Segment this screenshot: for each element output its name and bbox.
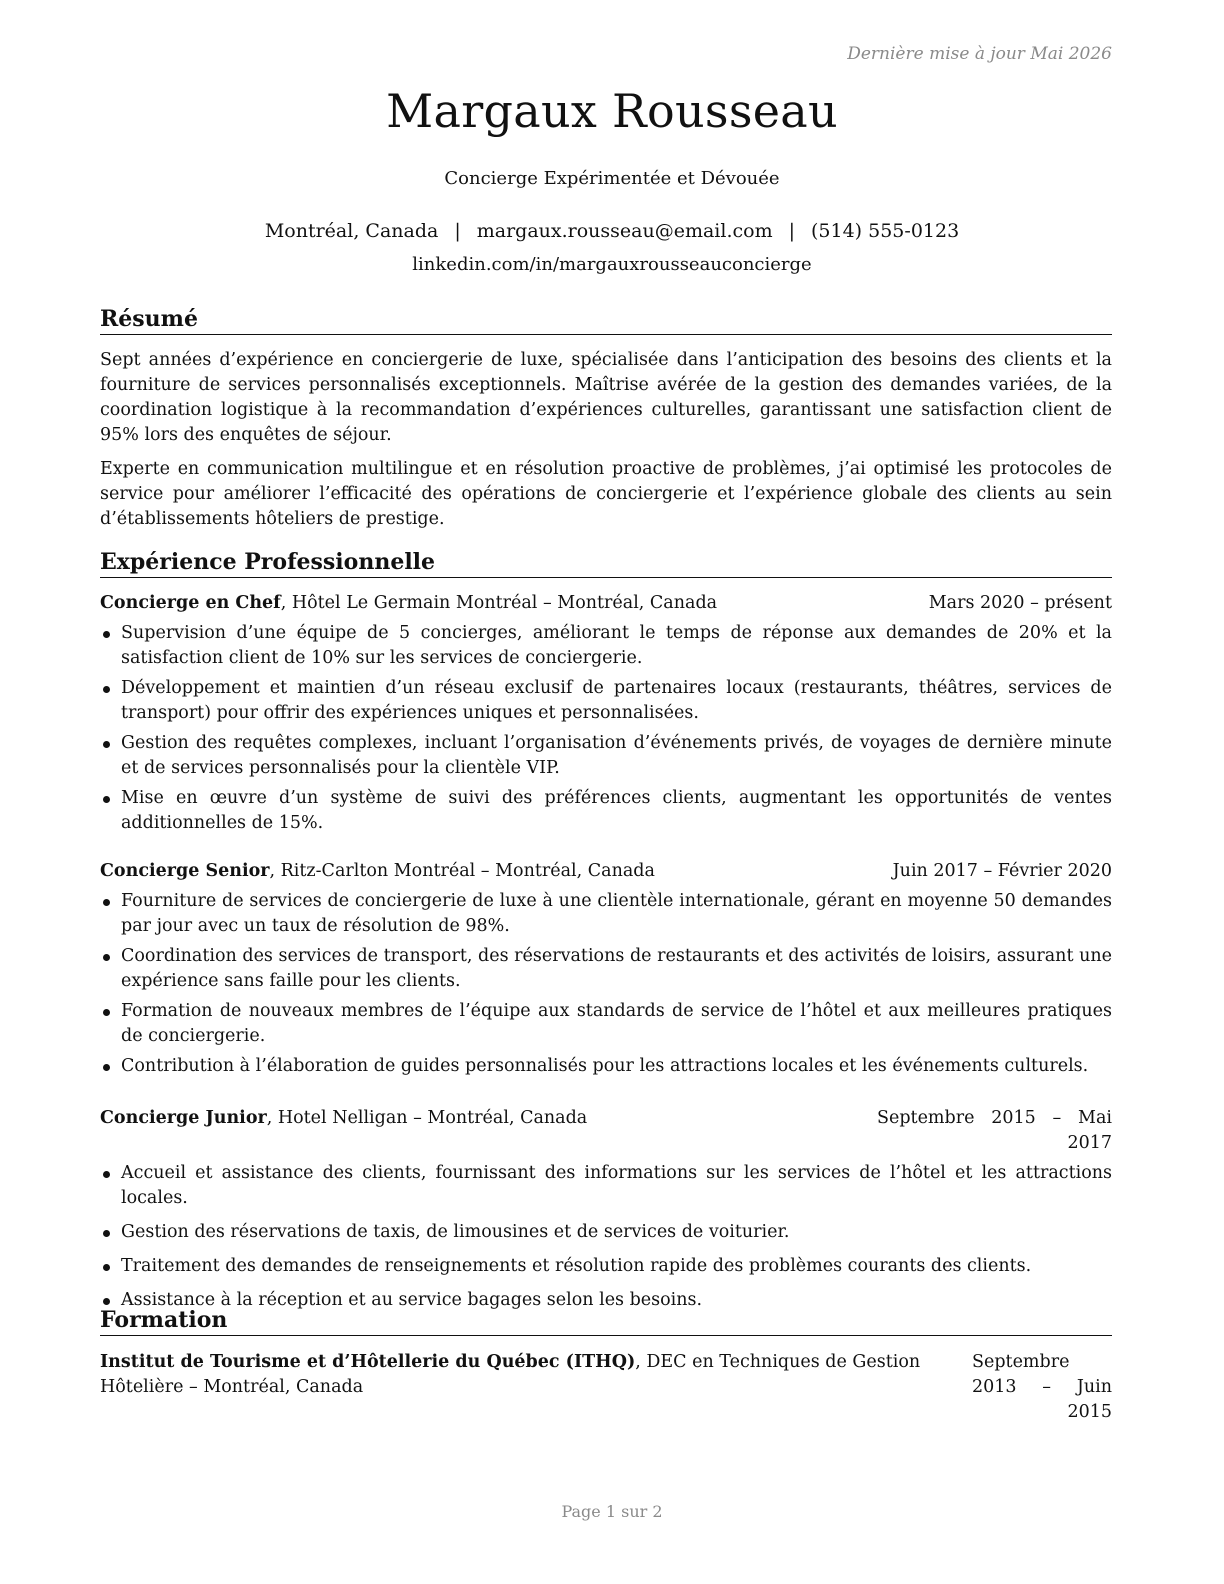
job-role: Concierge Senior bbox=[100, 861, 270, 881]
page-number: Page 1 sur 2 bbox=[561, 1502, 663, 1521]
education-degree: , DEC en Techniques de Gestion Hôtelière – Montréal, Canada bbox=[100, 1352, 921, 1397]
section-title-experience: Expérience Professionnelle bbox=[100, 548, 1112, 578]
education-school: Institut de Tourisme et d’Hôtellerie du Québec (ITHQ) bbox=[100, 1352, 636, 1372]
job-role: Concierge en Chef bbox=[100, 593, 281, 613]
summary-paragraph: Sept années d’expérience en conciergerie de luxe, spécialisée dans l’anticipation des besoins des clients et la fourniture de services personnalisés exceptionnels. Maîtrise avérée de la gestion des demandes variées, de la coordination logistique à la recommandation d’expériences culturelles, garantissant une satisfaction client de 95% lors des enquêtes de séjour. bbox=[100, 350, 1112, 445]
list-item: Développement et maintien d’un réseau exclusif de partenaires locaux (restaurants, théâtres, services de transport) pour offrir des expériences uniques et personnalisées. bbox=[100, 676, 1112, 726]
education-dates: Septembre 2013 – Juin 2015 bbox=[972, 1352, 1112, 1422]
list-item: Gestion des réservations de taxis, de limousines et de services de voiturier. bbox=[100, 1220, 1112, 1245]
list-item: Traitement des demandes de renseignements et résolution rapide des problèmes courants des clients. bbox=[100, 1254, 1112, 1279]
list-item: Formation de nouveaux membres de l’équipe aux standards de service de l’hôtel et aux meilleures pratiques de conciergerie. bbox=[100, 999, 1112, 1049]
job-header bbox=[100, 591, 1112, 616]
list-item: Accueil et assistance des clients, fournissant des informations sur les services de l’hôtel et les attractions locales. bbox=[100, 1161, 1112, 1211]
section-title-education: Formation bbox=[100, 1306, 1112, 1336]
contact-phone[interactable]: (514) 555-0123 bbox=[811, 220, 960, 242]
summary-paragraph: Experte en communication multilingue et en résolution proactive de problèmes, j’ai optimisé les protocoles de service pour améliorer l’efficacité des opérations de conciergerie et l’expérience globale des clients au sein d’établissements hôteliers de prestige. bbox=[100, 459, 1112, 529]
contact-location: Montréal, Canada bbox=[264, 220, 439, 242]
list-item: Supervision d’une équipe de 5 concierges, améliorant le temps de réponse aux demandes de 20% et la satisfaction client de 10% sur les services de conciergerie. bbox=[100, 621, 1112, 671]
job-role: Concierge Junior bbox=[100, 1108, 267, 1128]
job-header bbox=[100, 859, 1112, 884]
contact-linkedin[interactable]: linkedin.com/in/margauxrousseauconcierge bbox=[412, 254, 812, 275]
section-title-summary: Résumé bbox=[100, 305, 1112, 335]
job-bullets bbox=[100, 1161, 1112, 1313]
contact-separator: | bbox=[788, 220, 795, 242]
job-employer: , Ritz-Carlton Montréal – Montréal, Canada bbox=[269, 861, 655, 881]
last-updated-note: Dernière mise à jour Mai 2026 bbox=[847, 44, 1112, 64]
list-item: Fourniture de services de conciergerie de luxe à une clientèle internationale, gérant en moyenne 50 demandes par jour avec un taux de résolution de 98%. bbox=[100, 889, 1112, 939]
education-entry bbox=[100, 1350, 1112, 1422]
list-item: Contribution à l’élaboration de guides personnalisés pour les attractions locales et les événements culturels. bbox=[100, 1054, 1112, 1079]
list-item: Gestion des requêtes complexes, incluant l’organisation d’événements privés, de voyages de dernière minute et de services personnalisés pour la clientèle VIP. bbox=[100, 731, 1112, 781]
contact-email[interactable]: margaux.rousseau@email.com bbox=[476, 220, 773, 242]
contact-line bbox=[0, 220, 1224, 242]
list-item: Assistance à la réception et au service bagages selon les besoins. bbox=[100, 1288, 1112, 1313]
candidate-name: Margaux Rousseau bbox=[386, 84, 838, 138]
job-bullets bbox=[100, 889, 1112, 1079]
candidate-subtitle: Concierge Expérimentée et Dévouée bbox=[444, 168, 780, 189]
job-dates: Septembre 2015 – Mai 2017 bbox=[877, 1108, 1112, 1153]
job-dates: Juin 2017 – Février 2020 bbox=[892, 861, 1112, 881]
job-header bbox=[100, 1106, 1112, 1153]
list-item: Mise en œuvre d’un système de suivi des préférences clients, augmentant les opportunités de ventes additionnelles de 15%. bbox=[100, 786, 1112, 836]
contact-separator: | bbox=[454, 220, 461, 242]
job-bullets bbox=[100, 621, 1112, 836]
list-item: Coordination des services de transport, des réservations de restaurants et des activités de loisirs, assurant une expérience sans faille pour les clients. bbox=[100, 944, 1112, 994]
job-employer: , Hotel Nelligan – Montréal, Canada bbox=[266, 1108, 588, 1128]
job-dates: Mars 2020 – présent bbox=[928, 593, 1112, 613]
education-detail bbox=[100, 1350, 972, 1400]
job-employer: , Hôtel Le Germain Montréal – Montréal, Canada bbox=[280, 593, 718, 613]
